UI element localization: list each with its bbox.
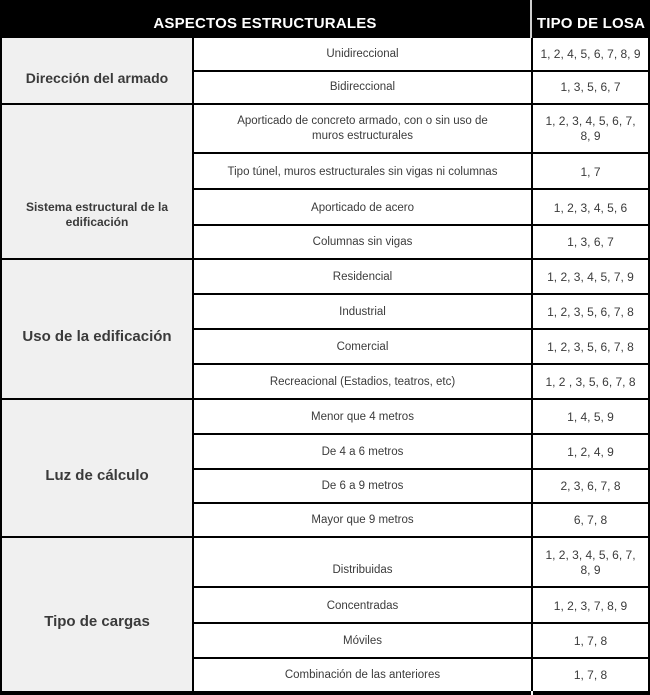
row-losa-types-cell: 1, 2, 3, 4, 5, 6 — [531, 190, 648, 224]
group-tipo-de-cargas — [2, 538, 648, 691]
table-row — [194, 105, 648, 152]
row-losa-types-cell: 1, 7 — [531, 154, 648, 188]
row-losa-types-cell: 1, 4, 5, 9 — [531, 400, 648, 433]
row-losa-types-cell: 1, 7, 8 — [531, 659, 648, 691]
row-criterion-cell: Tipo túnel, muros estructurales sin vigas ni columnas — [227, 166, 498, 179]
row-losa-types-cell: 6, 7, 8 — [531, 504, 648, 536]
row-criterion-cell: Columnas sin vigas — [312, 236, 413, 249]
table-row — [194, 468, 648, 502]
row-criterion-cell: Menor que 4 metros — [311, 411, 414, 424]
bottom-bar-column-divider — [531, 691, 533, 695]
table-row — [194, 622, 648, 657]
table-row — [194, 502, 648, 536]
table-body — [0, 38, 650, 691]
row-losa-types-cell: 1, 2, 3, 4, 5, 7, 9 — [531, 260, 648, 293]
row-losa-types-cell: 1, 2 , 3, 5, 6, 7, 8 — [531, 365, 648, 398]
group-label: Tipo de cargas — [2, 538, 194, 691]
row-losa-types-cell: 2, 3, 6, 7, 8 — [531, 470, 648, 502]
row-losa-types-cell: 1, 2, 3, 4, 5, 6, 7, 8, 9 — [531, 105, 648, 152]
group-label: Uso de la edificación — [2, 260, 194, 398]
table-row — [194, 152, 648, 188]
row-criterion-cell: Residencial — [332, 271, 393, 284]
table-row — [194, 538, 648, 586]
row-criterion-cell: Móviles — [343, 635, 382, 648]
row-criterion-cell: De 6 a 9 metros — [321, 480, 404, 493]
table-row — [194, 293, 648, 328]
row-losa-types-cell: 1, 2, 3, 5, 6, 7, 8 — [531, 295, 648, 328]
group-luz-de-calculo — [2, 400, 648, 538]
row-criterion-cell: Combinación de las anteriores — [284, 669, 441, 682]
header-tipo-de-losa: TIPO DE LOSA — [536, 15, 646, 32]
row-losa-types-cell: 1, 2, 4, 5, 6, 7, 8, 9 — [531, 38, 648, 70]
next-section-cutoff-bar — [0, 691, 650, 695]
row-losa-types-cell: 1, 3, 5, 6, 7 — [531, 72, 648, 103]
table-row — [194, 657, 648, 691]
table-header — [0, 0, 650, 38]
row-criterion-cell: Mayor que 9 metros — [311, 514, 414, 527]
table-row — [194, 224, 648, 258]
table-row — [194, 586, 648, 622]
table-row — [194, 188, 648, 224]
row-criterion-cell: Recreacional (Estadios, teatros, etc) — [269, 376, 456, 389]
table-row — [194, 400, 648, 433]
row-criterion-cell: Distribuidas — [332, 564, 393, 577]
group-label: Luz de cálculo — [2, 400, 194, 536]
row-criterion-cell: Bidireccional — [329, 81, 396, 94]
row-criterion-cell: Comercial — [336, 341, 389, 354]
group-rows — [194, 38, 648, 103]
group-direccion-del-armado — [2, 38, 648, 105]
row-losa-types-cell: 1, 7, 8 — [531, 624, 648, 657]
table-row — [194, 38, 648, 70]
row-losa-types-cell: 1, 2, 3, 7, 8, 9 — [531, 588, 648, 622]
row-losa-types-cell: 1, 3, 6, 7 — [531, 226, 648, 258]
table-row — [194, 70, 648, 103]
row-criterion-cell: Aporticado de acero — [311, 202, 414, 215]
group-label: Sistema estructural de la edificación — [2, 105, 194, 258]
group-sistema-estructural — [2, 105, 648, 260]
group-rows — [194, 538, 648, 691]
row-criterion-cell: Industrial — [339, 306, 386, 319]
row-criterion-cell: Unidireccional — [326, 48, 399, 61]
group-rows — [194, 105, 648, 258]
row-losa-types-cell: 1, 2, 3, 4, 5, 6, 7, 8, 9 — [531, 538, 648, 586]
table-row — [194, 363, 648, 398]
row-criterion-cell: Concentradas — [326, 600, 399, 613]
group-uso-de-la-edificacion — [2, 260, 648, 400]
table-row — [194, 433, 648, 468]
group-rows — [194, 260, 648, 398]
group-rows — [194, 400, 648, 536]
row-losa-types-cell: 1, 2, 3, 5, 6, 7, 8 — [531, 330, 648, 363]
row-criterion-cell: De 4 a 6 metros — [321, 446, 404, 459]
group-label: Dirección del armado — [2, 38, 194, 103]
table-row — [194, 328, 648, 363]
table-row — [194, 260, 648, 293]
header-aspectos-estructurales: ASPECTOS ESTRUCTURALES — [153, 15, 377, 32]
row-losa-types-cell: 1, 2, 4, 9 — [531, 435, 648, 468]
row-criterion-cell: Aporticado de concreto armado, con o sin uso de muros estructurales — [237, 114, 488, 143]
